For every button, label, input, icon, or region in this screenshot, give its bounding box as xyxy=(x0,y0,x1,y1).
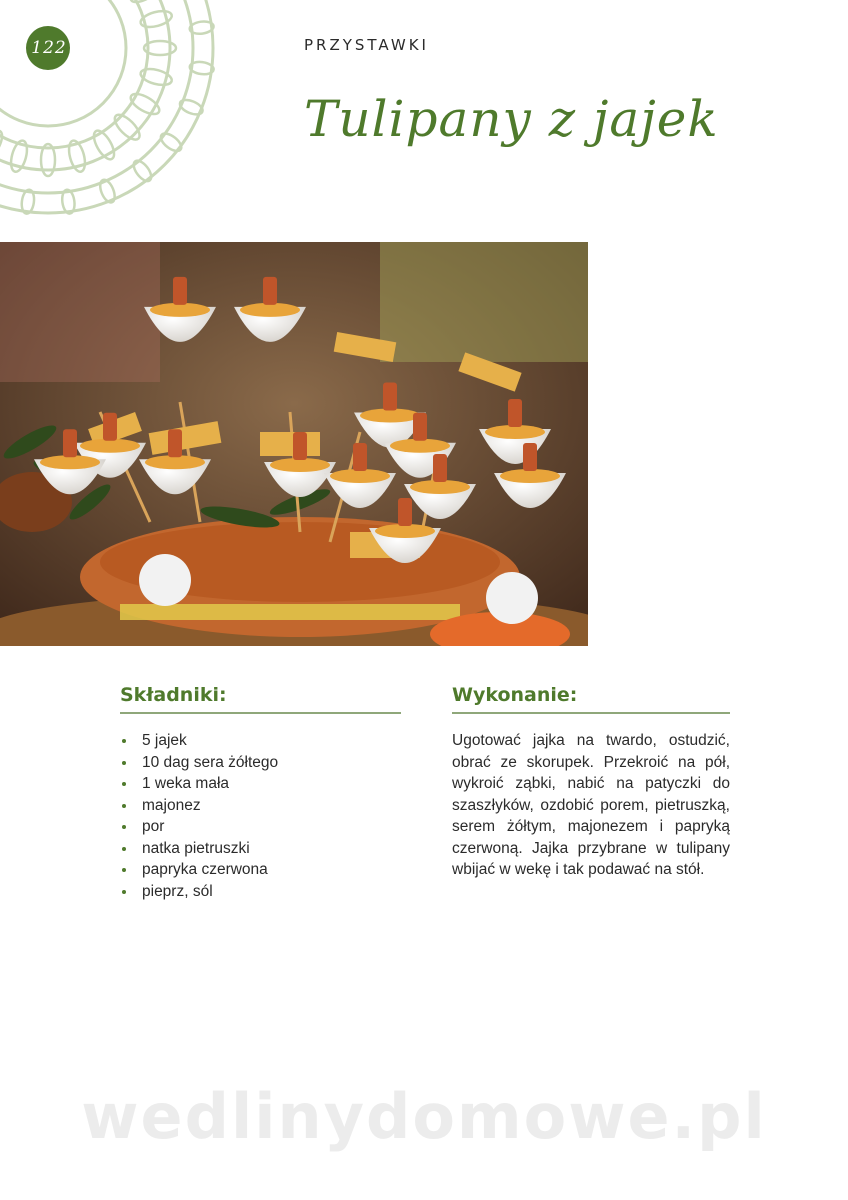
ingredient-item: majonez xyxy=(120,795,278,817)
method-heading: Wykonanie: xyxy=(452,684,578,706)
recipe-photo xyxy=(0,242,588,646)
ingredient-item: pieprz, sól xyxy=(120,881,278,903)
ingredients-divider xyxy=(120,712,401,714)
ingredient-item: natka pietruszki xyxy=(120,838,278,860)
method-text: Ugotować jajka na twardo, ostudzić, obrać ze skorupek. Przekroić na pół, wykroić ząbki, nabić na patyczki do szaszłyków, ozdobić porem, pietruszką, serem żółtym, majonezem i papryką czerwoną. Jajka przybrane w tulipany wbijać w wekę i tak podawać na stół. xyxy=(452,732,730,878)
ingredient-item: 10 dag sera żółtego xyxy=(120,752,278,774)
watermark: wedlinydomowe.pl xyxy=(81,1080,767,1153)
method-divider xyxy=(452,712,730,714)
ingredients-list xyxy=(120,730,278,902)
ingredient-item: papryka czerwona xyxy=(120,859,278,881)
section-label: PRZYSTAWKI xyxy=(304,36,429,54)
recipe-title: Tulipany z jajek xyxy=(304,90,719,148)
ingredients-heading: Składniki: xyxy=(120,684,227,706)
page-number: 122 xyxy=(31,38,67,58)
ingredient-item: 1 weka mała xyxy=(120,773,278,795)
ingredient-item: 5 jajek xyxy=(120,730,278,752)
ingredient-item: por xyxy=(120,816,278,838)
